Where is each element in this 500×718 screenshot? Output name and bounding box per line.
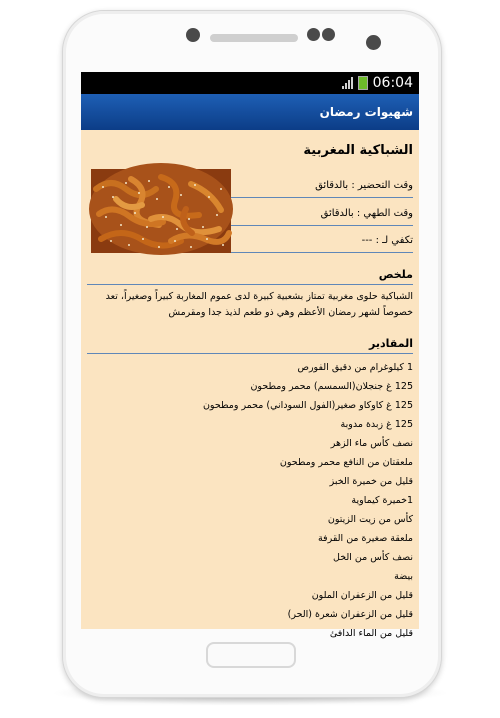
ingredient-item: 1 كيلوغرام من دقيق الفورص <box>297 362 413 373</box>
status-bar <box>81 72 419 94</box>
sensor-icon <box>307 28 320 41</box>
signal-icon <box>342 77 353 89</box>
summary-divider <box>87 284 413 285</box>
battery-icon <box>358 76 368 90</box>
screen <box>81 72 419 639</box>
ingredient-item: 125 غ كاوكاو صغير(الفول السوداني) محمر ومطحون <box>202 400 413 411</box>
ingredients-divider <box>87 353 413 354</box>
home-button[interactable] <box>206 642 296 668</box>
ingredients-list <box>87 358 413 643</box>
ingredient-item: ملعقة صغيرة من القرفة <box>317 533 413 544</box>
ingredient-item: كأس من زيت الزيتون <box>327 514 413 525</box>
ingredient-item: قليل من الماء الدافئ <box>329 628 413 639</box>
ingredient-item: 125 غ زبدة مدوبة <box>340 419 413 430</box>
recipe-image <box>91 169 231 253</box>
cook-time-row <box>228 201 413 226</box>
ingredient-item: نصف كأس ماء الزهر <box>330 438 413 449</box>
sensor-icon <box>322 28 335 41</box>
ingredient-item: 125 غ جنجلان(السمسم) محمر ومطحون <box>250 381 413 392</box>
ingredients-heading: المقادير <box>369 337 413 350</box>
prep-time-row <box>228 173 413 198</box>
sensor-icon <box>366 35 381 50</box>
recipe-content <box>81 143 419 643</box>
ingredient-item: بيضة <box>394 571 413 582</box>
ingredient-item: 1خميرة كيماوية <box>351 495 413 506</box>
cook-time: وقت الطهي : بالدقائق <box>320 207 413 219</box>
recipe-info <box>87 161 413 259</box>
ingredient-item: قليل من الزعفران شعرة (الحر) <box>287 609 413 620</box>
app-bar <box>81 94 419 130</box>
serves: تكفي لـ : --- <box>361 234 413 246</box>
prep-time: وقت التحضير : بالدقائق <box>315 179 413 191</box>
front-camera-icon <box>186 28 200 42</box>
ingredient-item: قليل من خميرة الخبز <box>329 476 413 487</box>
status-time: 06:04 <box>372 75 413 91</box>
ingredient-item: قليل من الزعفران الملون <box>311 590 413 601</box>
app-title: شهيوات رمضان <box>319 105 413 119</box>
summary-heading: ملخص <box>378 268 413 281</box>
serves-row <box>228 228 413 253</box>
earpiece-speaker <box>210 34 298 42</box>
ingredient-item: ملعقتان من النافع محمر ومطحون <box>279 457 413 468</box>
summary-text: الشباكية حلوى مغربية تمتاز بشعبية كبيرة لدى عموم المغاربة كبيراً وصغيراً، تعد خصوصاً لشهر رمضان الأعظم وهي ذو طعم لذيذ جدا ومقرمش <box>105 291 413 318</box>
ingredient-item: نصف كأس من الخل <box>333 552 413 563</box>
recipe-title: الشباكية المغربية <box>303 143 413 158</box>
